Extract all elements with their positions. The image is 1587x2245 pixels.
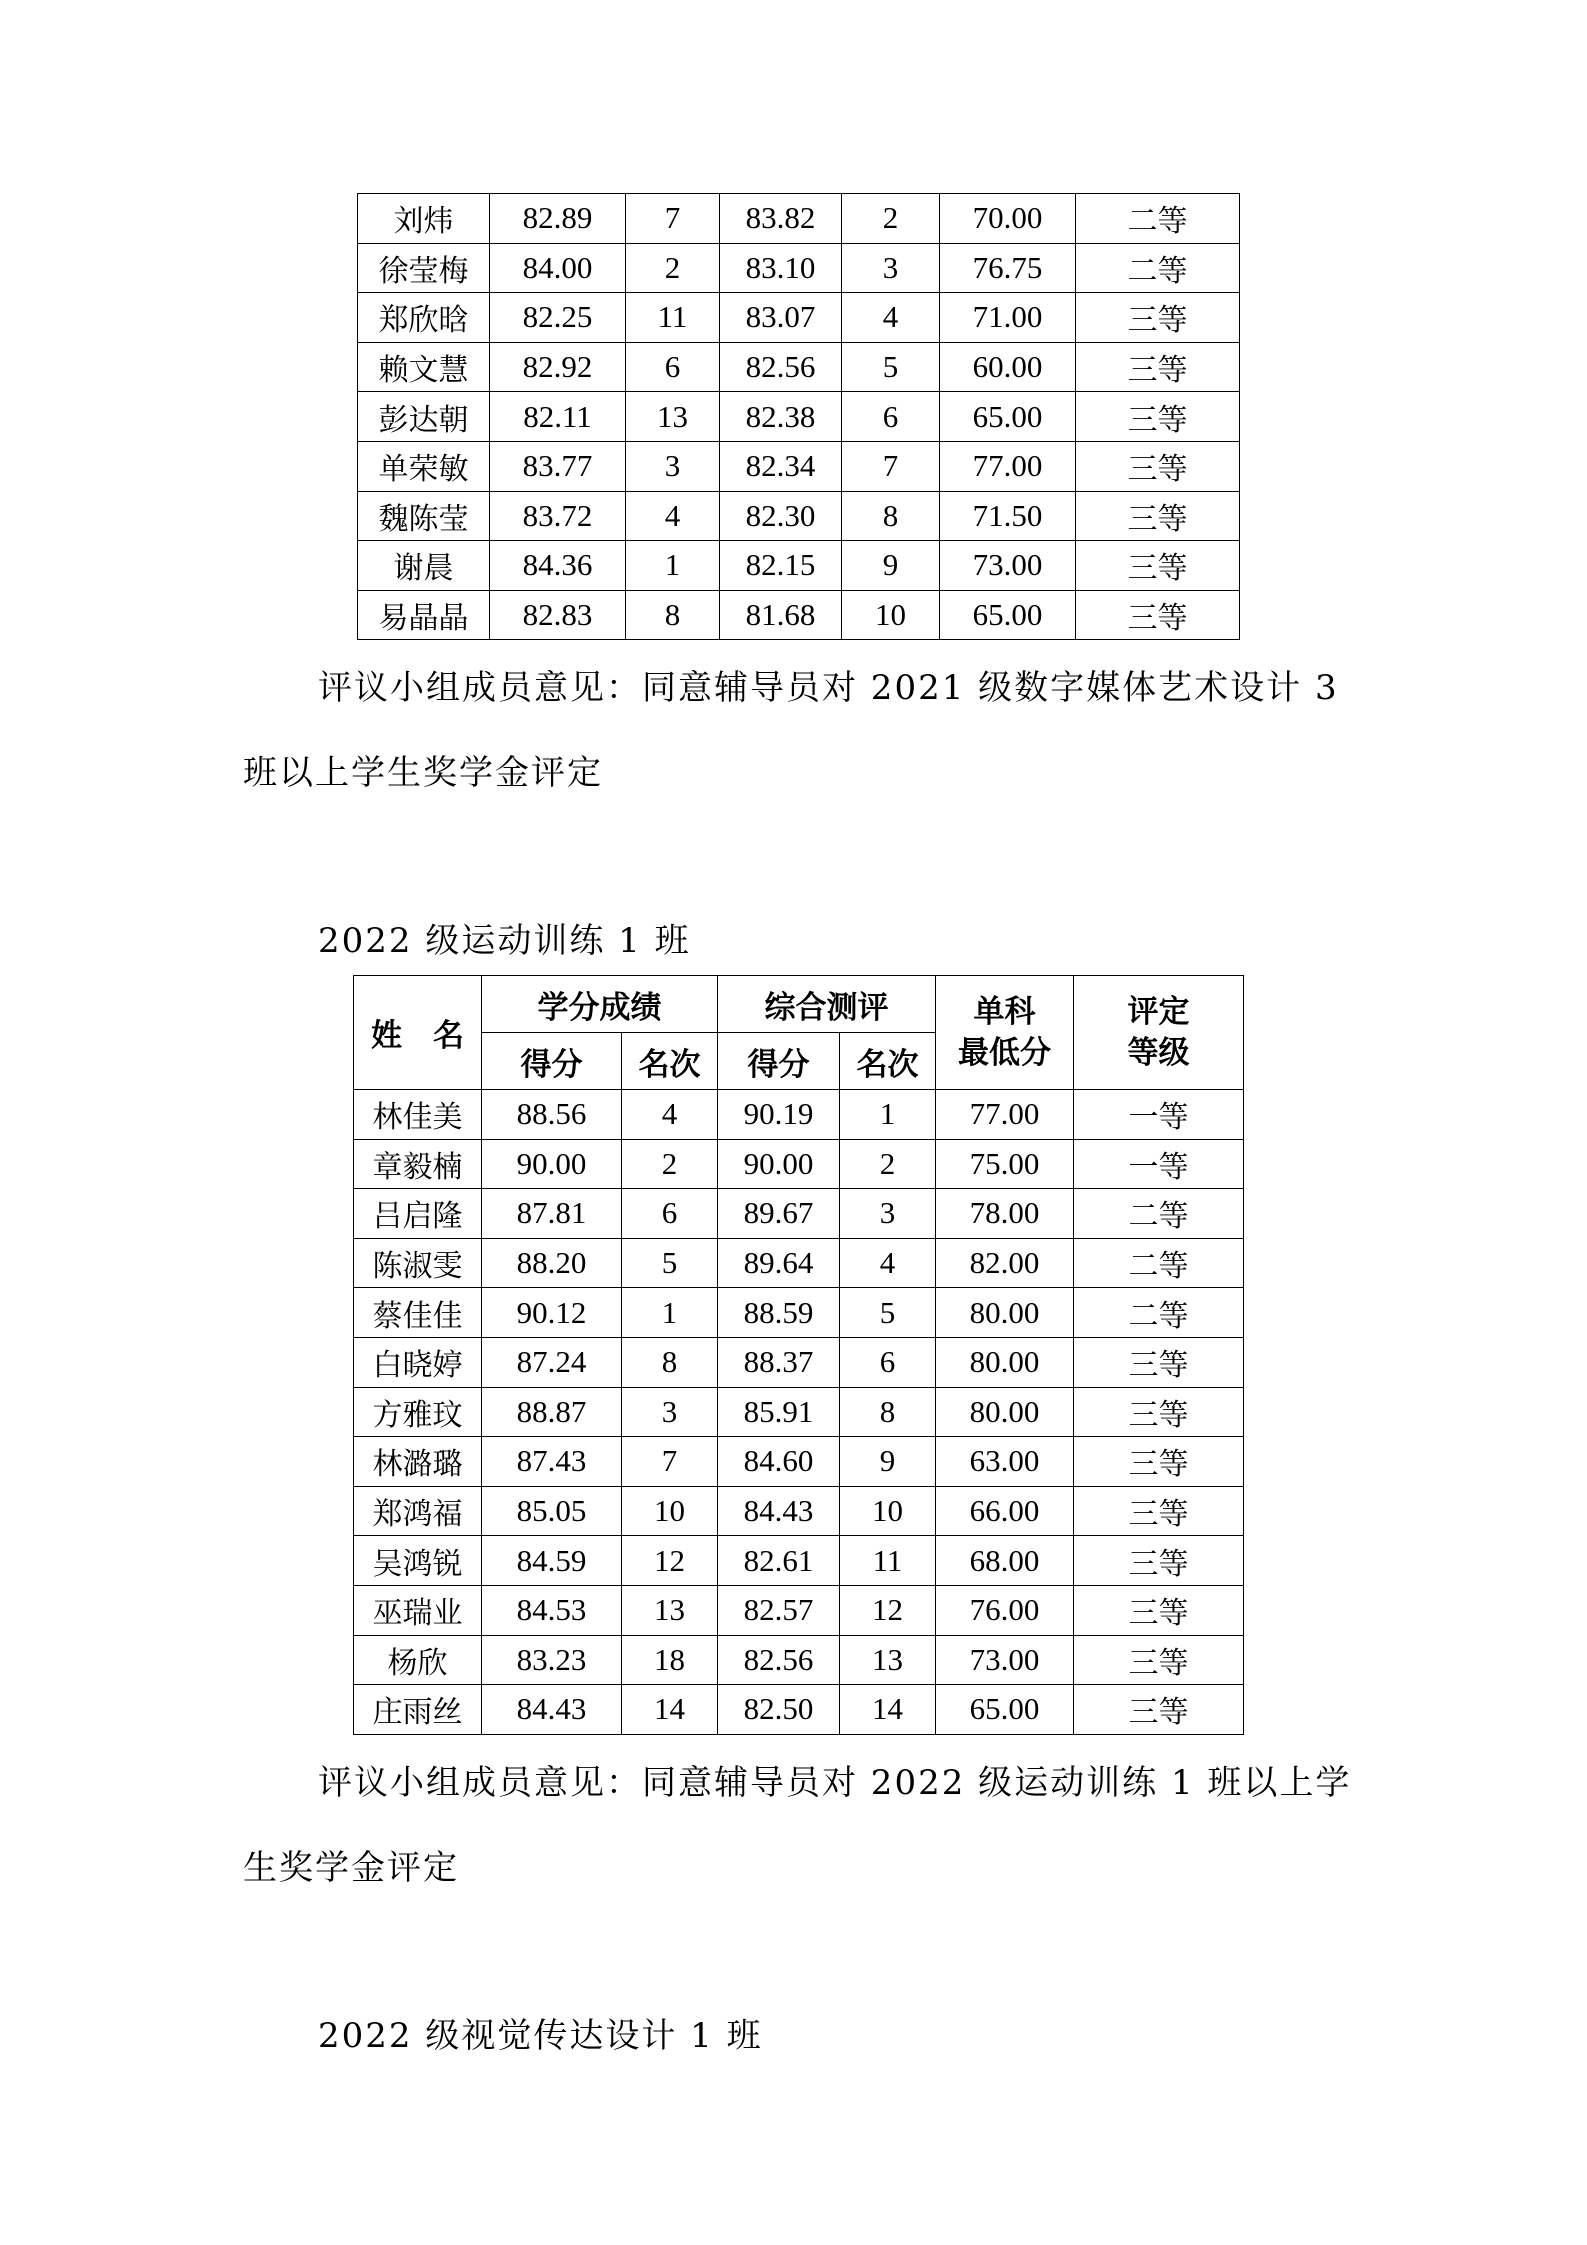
table-row: [354, 1387, 1244, 1437]
cell-grade: 三等: [1076, 541, 1240, 591]
cell-grade: 三等: [1074, 1635, 1244, 1685]
cell-credit-score: 84.59: [482, 1536, 622, 1586]
cell-eval-score: 88.59: [718, 1288, 840, 1338]
opinion2-line2: 生奖学金评定: [243, 1848, 459, 1888]
table-row: [354, 1437, 1244, 1487]
cell-name: 林潞璐: [354, 1437, 482, 1487]
header-name: 姓 名: [354, 976, 482, 1090]
table2-header: [354, 976, 1244, 1090]
cell-grade: 三等: [1074, 1437, 1244, 1487]
cell-credit-rank: 6: [626, 342, 720, 392]
cell-eval-score: 82.50: [718, 1685, 840, 1735]
cell-credit-rank: 1: [626, 541, 720, 591]
cell-min-score: 76.00: [936, 1585, 1074, 1635]
cell-credit-rank: 5: [622, 1238, 718, 1288]
cell-eval-score: 89.64: [718, 1238, 840, 1288]
cell-min-score: 71.00: [940, 293, 1076, 343]
cell-min-score: 77.00: [936, 1090, 1074, 1140]
cell-eval-score: 85.91: [718, 1387, 840, 1437]
cell-eval-score: 82.57: [718, 1585, 840, 1635]
cell-credit-rank: 8: [622, 1337, 718, 1387]
cell-eval-rank: 3: [840, 1189, 936, 1239]
cell-name: 刘炜: [358, 194, 490, 244]
cell-eval-score: 82.15: [720, 541, 842, 591]
cell-credit-rank: 3: [622, 1387, 718, 1437]
cell-name: 方雅玟: [354, 1387, 482, 1437]
cell-credit-rank: 11: [626, 293, 720, 343]
cell-eval-score: 82.30: [720, 491, 842, 541]
section3-title: 2022 级视觉传达设计 1 班: [318, 2016, 763, 2056]
cell-eval-score: 84.43: [718, 1486, 840, 1536]
cell-grade: 三等: [1076, 590, 1240, 640]
table-row: [358, 590, 1240, 640]
cell-eval-rank: 3: [842, 243, 940, 293]
cell-grade: 二等: [1076, 194, 1240, 244]
cell-name: 易晶晶: [358, 590, 490, 640]
cell-grade: 二等: [1074, 1238, 1244, 1288]
cell-name: 林佳美: [354, 1090, 482, 1140]
table-row: [358, 243, 1240, 293]
table-row: [358, 491, 1240, 541]
cell-credit-rank: 13: [622, 1585, 718, 1635]
cell-name: 谢晨: [358, 541, 490, 591]
cell-eval-rank: 14: [840, 1685, 936, 1735]
scholarship-table-2022-sports-training: [353, 975, 1244, 1735]
header-credit-rank: 名次: [622, 1033, 718, 1090]
table-row: [354, 1090, 1244, 1140]
cell-credit-score: 83.23: [482, 1635, 622, 1685]
cell-grade: 三等: [1074, 1486, 1244, 1536]
cell-credit-score: 82.89: [490, 194, 626, 244]
table-row: [358, 441, 1240, 491]
table-row: [354, 1536, 1244, 1586]
table-row: [354, 1585, 1244, 1635]
cell-name: 吕启隆: [354, 1189, 482, 1239]
cell-credit-score: 87.81: [482, 1189, 622, 1239]
cell-eval-rank: 8: [842, 491, 940, 541]
cell-min-score: 65.00: [936, 1685, 1074, 1735]
cell-name: 杨欣: [354, 1635, 482, 1685]
cell-eval-rank: 10: [842, 590, 940, 640]
cell-credit-rank: 6: [622, 1189, 718, 1239]
cell-eval-rank: 10: [840, 1486, 936, 1536]
cell-credit-score: 84.00: [490, 243, 626, 293]
cell-eval-rank: 2: [840, 1139, 936, 1189]
cell-grade: 三等: [1074, 1337, 1244, 1387]
cell-name: 蔡佳佳: [354, 1288, 482, 1338]
cell-grade: 三等: [1074, 1685, 1244, 1735]
cell-eval-score: 83.07: [720, 293, 842, 343]
cell-eval-score: 82.61: [718, 1536, 840, 1586]
cell-name: 陈淑雯: [354, 1238, 482, 1288]
cell-min-score: 60.00: [940, 342, 1076, 392]
cell-name: 赖文慧: [358, 342, 490, 392]
cell-min-score: 82.00: [936, 1238, 1074, 1288]
header-grade: 评定 等级: [1074, 976, 1244, 1090]
header-credit-score: 得分: [482, 1033, 622, 1090]
header-min-score: 单科 最低分: [936, 976, 1074, 1090]
cell-credit-score: 90.00: [482, 1139, 622, 1189]
table2-body: [354, 1090, 1244, 1735]
cell-eval-rank: 1: [840, 1090, 936, 1140]
section2-title: 2022 级运动训练 1 班: [318, 921, 691, 961]
cell-min-score: 70.00: [940, 194, 1076, 244]
cell-name: 庄雨丝: [354, 1685, 482, 1735]
cell-eval-score: 83.10: [720, 243, 842, 293]
cell-min-score: 65.00: [940, 392, 1076, 442]
cell-eval-rank: 11: [840, 1536, 936, 1586]
cell-eval-rank: 5: [842, 342, 940, 392]
cell-eval-rank: 9: [842, 541, 940, 591]
cell-credit-rank: 10: [622, 1486, 718, 1536]
cell-eval-rank: 4: [840, 1238, 936, 1288]
table-row: [354, 1139, 1244, 1189]
cell-grade: 三等: [1076, 392, 1240, 442]
cell-credit-score: 82.25: [490, 293, 626, 343]
cell-credit-rank: 4: [626, 491, 720, 541]
cell-eval-rank: 9: [840, 1437, 936, 1487]
cell-eval-score: 82.38: [720, 392, 842, 442]
cell-credit-score: 87.24: [482, 1337, 622, 1387]
cell-credit-rank: 4: [622, 1090, 718, 1140]
cell-min-score: 73.00: [936, 1635, 1074, 1685]
cell-credit-score: 82.83: [490, 590, 626, 640]
cell-min-score: 76.75: [940, 243, 1076, 293]
header-eval-group: 综合测评: [718, 976, 936, 1033]
cell-credit-score: 88.20: [482, 1238, 622, 1288]
cell-credit-rank: 8: [626, 590, 720, 640]
cell-credit-score: 90.12: [482, 1288, 622, 1338]
cell-eval-rank: 2: [842, 194, 940, 244]
cell-name: 巫瑞业: [354, 1585, 482, 1635]
cell-min-score: 71.50: [940, 491, 1076, 541]
cell-grade: 一等: [1074, 1090, 1244, 1140]
cell-name: 徐莹梅: [358, 243, 490, 293]
cell-eval-score: 82.56: [718, 1635, 840, 1685]
table-row: [358, 293, 1240, 343]
cell-credit-score: 88.87: [482, 1387, 622, 1437]
cell-credit-rank: 7: [626, 194, 720, 244]
cell-credit-rank: 3: [626, 441, 720, 491]
cell-grade: 一等: [1074, 1139, 1244, 1189]
cell-min-score: 63.00: [936, 1437, 1074, 1487]
cell-eval-rank: 13: [840, 1635, 936, 1685]
cell-min-score: 65.00: [940, 590, 1076, 640]
header-eval-score: 得分: [718, 1033, 840, 1090]
cell-name: 章毅楠: [354, 1139, 482, 1189]
cell-eval-rank: 6: [842, 392, 940, 442]
table-row: [354, 1288, 1244, 1338]
table-row: [358, 342, 1240, 392]
table1-body: [358, 194, 1240, 640]
cell-eval-score: 84.60: [718, 1437, 840, 1487]
cell-eval-score: 83.82: [720, 194, 842, 244]
header-eval-rank: 名次: [840, 1033, 936, 1090]
cell-credit-rank: 18: [622, 1635, 718, 1685]
cell-credit-score: 87.43: [482, 1437, 622, 1487]
cell-eval-rank: 4: [842, 293, 940, 343]
cell-grade: 二等: [1074, 1288, 1244, 1338]
cell-eval-score: 82.56: [720, 342, 842, 392]
cell-name: 单荣敏: [358, 441, 490, 491]
cell-grade: 三等: [1074, 1536, 1244, 1586]
cell-grade: 三等: [1074, 1585, 1244, 1635]
cell-credit-rank: 13: [626, 392, 720, 442]
cell-grade: 三等: [1076, 342, 1240, 392]
cell-name: 魏陈莹: [358, 491, 490, 541]
cell-min-score: 80.00: [936, 1337, 1074, 1387]
cell-eval-score: 81.68: [720, 590, 842, 640]
cell-eval-rank: 12: [840, 1585, 936, 1635]
cell-credit-rank: 2: [622, 1139, 718, 1189]
cell-credit-rank: 1: [622, 1288, 718, 1338]
cell-min-score: 80.00: [936, 1387, 1074, 1437]
cell-credit-score: 83.77: [490, 441, 626, 491]
cell-credit-score: 85.05: [482, 1486, 622, 1536]
cell-min-score: 68.00: [936, 1536, 1074, 1586]
cell-grade: 二等: [1074, 1189, 1244, 1239]
header-credit-group: 学分成绩: [482, 976, 718, 1033]
cell-grade: 三等: [1076, 293, 1240, 343]
cell-grade: 三等: [1074, 1387, 1244, 1437]
cell-credit-rank: 12: [622, 1536, 718, 1586]
cell-eval-score: 82.34: [720, 441, 842, 491]
cell-credit-score: 84.53: [482, 1585, 622, 1635]
cell-min-score: 78.00: [936, 1189, 1074, 1239]
cell-grade: 三等: [1076, 441, 1240, 491]
cell-eval-score: 90.00: [718, 1139, 840, 1189]
cell-credit-score: 84.43: [482, 1685, 622, 1735]
cell-credit-score: 82.92: [490, 342, 626, 392]
cell-name: 郑欣晗: [358, 293, 490, 343]
cell-eval-rank: 8: [840, 1387, 936, 1437]
opinion1-line1: 评议小组成员意见：同意辅导员对 2021 级数字媒体艺术设计 3: [318, 668, 1339, 708]
table-row: [354, 1189, 1244, 1239]
cell-name: 彭达朝: [358, 392, 490, 442]
table-row: [354, 1337, 1244, 1387]
cell-min-score: 66.00: [936, 1486, 1074, 1536]
cell-min-score: 77.00: [940, 441, 1076, 491]
cell-name: 白晓婷: [354, 1337, 482, 1387]
cell-credit-score: 88.56: [482, 1090, 622, 1140]
table-row: [358, 392, 1240, 442]
cell-credit-score: 83.72: [490, 491, 626, 541]
cell-credit-score: 82.11: [490, 392, 626, 442]
table-row: [358, 541, 1240, 591]
cell-credit-rank: 2: [626, 243, 720, 293]
cell-eval-score: 89.67: [718, 1189, 840, 1239]
table-row: [354, 1486, 1244, 1536]
cell-credit-rank: 14: [622, 1685, 718, 1735]
cell-credit-score: 84.36: [490, 541, 626, 591]
cell-name: 郑鸿福: [354, 1486, 482, 1536]
cell-credit-rank: 7: [622, 1437, 718, 1487]
cell-eval-score: 88.37: [718, 1337, 840, 1387]
table-row: [354, 1685, 1244, 1735]
cell-min-score: 75.00: [936, 1139, 1074, 1189]
cell-grade: 二等: [1076, 243, 1240, 293]
table-row: [358, 194, 1240, 244]
scholarship-table-2021-digital-media: [357, 193, 1240, 640]
cell-grade: 三等: [1076, 491, 1240, 541]
opinion1-line2: 班以上学生奖学金评定: [243, 753, 603, 793]
table-row: [354, 1238, 1244, 1288]
cell-min-score: 73.00: [940, 541, 1076, 591]
cell-min-score: 80.00: [936, 1288, 1074, 1338]
cell-eval-rank: 7: [842, 441, 940, 491]
cell-eval-rank: 5: [840, 1288, 936, 1338]
table-row: [354, 1635, 1244, 1685]
cell-name: 吴鸿锐: [354, 1536, 482, 1586]
opinion2-line1: 评议小组成员意见：同意辅导员对 2022 级运动训练 1 班以上学: [318, 1763, 1352, 1803]
cell-eval-score: 90.19: [718, 1090, 840, 1140]
cell-eval-rank: 6: [840, 1337, 936, 1387]
